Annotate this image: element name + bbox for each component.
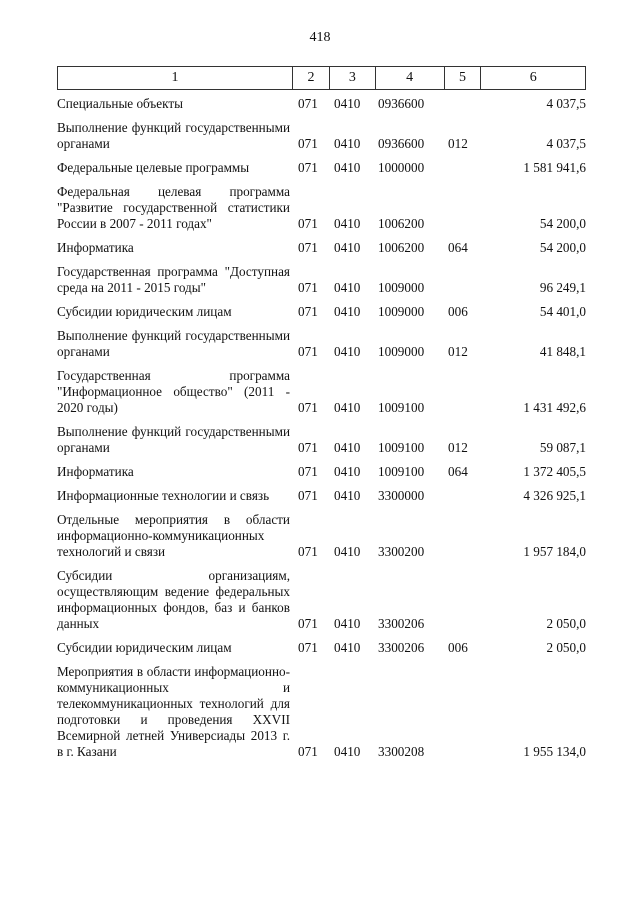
row-code-4: 0936600: [378, 96, 425, 111]
table-row: [57, 116, 586, 156]
table-row: [57, 180, 586, 236]
row-code-4: 1000000: [378, 160, 425, 175]
table-row: [57, 564, 586, 636]
row-name: Информационные технологии и связь: [57, 488, 270, 503]
table-header-row: [57, 66, 586, 90]
row-code-2: 071: [298, 136, 318, 151]
row-name: Информатика: [57, 240, 134, 255]
table-row: [57, 508, 586, 564]
row-code-4: 1006200: [378, 216, 425, 231]
row-code-3: 0410: [334, 136, 361, 151]
row-amount: 41 848,1: [539, 344, 586, 359]
row-name: Выполнение функций государственными органами: [57, 424, 290, 455]
row-amount: 54 200,0: [539, 240, 586, 255]
row-code-3: 0410: [334, 616, 361, 631]
header-col-6: 6: [529, 70, 537, 85]
row-code-2: 071: [298, 440, 318, 455]
table-row: [57, 484, 586, 508]
table-row: [57, 300, 586, 324]
header-col-2: 2: [293, 67, 330, 89]
row-code-3: 0410: [334, 400, 361, 415]
row-name: Субсидии юридическим лицам: [57, 640, 232, 655]
row-code-3: 0410: [334, 240, 361, 255]
table-row: [57, 92, 586, 116]
row-name: Субсидии организациям, осуществляющим ведение федеральных информационных фондов, баз и банков данных: [57, 568, 290, 631]
row-code-2: 071: [298, 400, 318, 415]
header-col-1: 1: [58, 67, 293, 89]
row-name: Субсидии юридическим лицам: [57, 304, 232, 319]
row-code-4: 3300208: [378, 744, 425, 759]
row-code-2: 071: [298, 344, 318, 359]
row-code-5: 006: [448, 304, 468, 319]
row-code-4: 3300206: [378, 616, 425, 631]
row-code-4: 1009000: [378, 280, 425, 295]
row-code-4: 1009000: [378, 344, 425, 359]
row-code-5: 012: [448, 440, 468, 455]
row-code-2: 071: [298, 640, 318, 655]
page-number: 418: [309, 30, 331, 45]
row-amount: 2 050,0: [546, 616, 586, 631]
row-amount: 1 372 405,5: [523, 464, 586, 479]
row-code-4: 1009100: [378, 440, 425, 455]
row-code-2: 071: [298, 544, 318, 559]
table-row: [57, 324, 586, 364]
row-name: Государственная программа "Информационное общество" (2011 - 2020 годы): [57, 368, 290, 415]
row-code-3: 0410: [334, 216, 361, 231]
row-name: Выполнение функций государственными органами: [57, 328, 290, 359]
row-code-3: 0410: [334, 96, 361, 111]
table-row: [57, 660, 586, 764]
table-row: [57, 364, 586, 420]
row-code-5: 064: [448, 464, 468, 479]
row-code-5: 012: [448, 344, 468, 359]
row-code-2: 071: [298, 304, 318, 319]
row-code-5: 064: [448, 240, 468, 255]
row-code-4: 1009000: [378, 304, 425, 319]
row-amount: 1 955 134,0: [523, 744, 586, 759]
row-code-4: 3300200: [378, 544, 425, 559]
row-code-2: 071: [298, 160, 318, 175]
row-code-4: 3300206: [378, 640, 425, 655]
row-code-3: 0410: [334, 640, 361, 655]
row-code-3: 0410: [334, 280, 361, 295]
table-body: [57, 92, 586, 764]
row-amount: 4 037,5: [546, 96, 586, 111]
table-row: [57, 156, 586, 180]
row-amount: 1 957 184,0: [523, 544, 586, 559]
row-code-4: 0936600: [378, 136, 425, 151]
row-amount: 59 087,1: [539, 440, 586, 455]
row-code-3: 0410: [334, 440, 361, 455]
table-row: [57, 636, 586, 660]
row-code-2: 071: [298, 488, 318, 503]
header-col-3: 3: [330, 67, 376, 89]
table-row: [57, 420, 586, 460]
header-col-4: 4: [376, 67, 445, 89]
row-code-3: 0410: [334, 744, 361, 759]
row-code-4: 1009100: [378, 464, 425, 479]
table-row: [57, 460, 586, 484]
row-code-2: 071: [298, 96, 318, 111]
row-code-2: 071: [298, 216, 318, 231]
row-name: Государственная программа "Доступная среда на 2011 - 2015 годы": [57, 264, 290, 295]
row-code-2: 071: [298, 744, 318, 759]
row-name: Отдельные мероприятия в области информационно-коммуникационных технологий и связи: [57, 512, 290, 559]
row-code-3: 0410: [334, 304, 361, 319]
header-col-5: 5: [445, 67, 482, 89]
row-code-2: 071: [298, 616, 318, 631]
row-code-2: 071: [298, 464, 318, 479]
row-code-3: 0410: [334, 544, 361, 559]
row-name: Федеральная целевая программа "Развитие государственной статистики России в 2007 - 2011 годах": [57, 184, 290, 231]
row-name: Мероприятия в области информационно-коммуникационных и телекоммуникационных технологий для подготовки и проведения XXVII Всемирной летней Универсиады 2013 г. в г. Казани: [57, 664, 290, 759]
row-amount: 4 037,5: [546, 136, 586, 151]
row-name: Выполнение функций государственными органами: [57, 120, 290, 151]
row-name: Федеральные целевые программы: [57, 160, 250, 175]
row-amount: 1 431 492,6: [523, 400, 586, 415]
row-amount: 1 581 941,6: [523, 160, 586, 175]
row-code-2: 071: [298, 280, 318, 295]
row-amount: 4 326 925,1: [523, 488, 586, 503]
row-code-3: 0410: [334, 488, 361, 503]
row-amount: 54 401,0: [539, 304, 586, 319]
row-amount: 96 249,1: [539, 280, 586, 295]
row-code-5: 012: [448, 136, 468, 151]
row-code-4: 1009100: [378, 400, 425, 415]
row-code-5: 006: [448, 640, 468, 655]
row-code-3: 0410: [334, 464, 361, 479]
table-row: [57, 236, 586, 260]
row-amount: 2 050,0: [546, 640, 586, 655]
row-code-3: 0410: [334, 344, 361, 359]
row-name: Специальные объекты: [57, 96, 183, 111]
row-code-4: 1006200: [378, 240, 425, 255]
row-code-3: 0410: [334, 160, 361, 175]
table-row: [57, 260, 586, 300]
row-name: Информатика: [57, 464, 134, 479]
row-amount: 54 200,0: [539, 216, 586, 231]
row-code-2: 071: [298, 240, 318, 255]
row-code-4: 3300000: [378, 488, 425, 503]
